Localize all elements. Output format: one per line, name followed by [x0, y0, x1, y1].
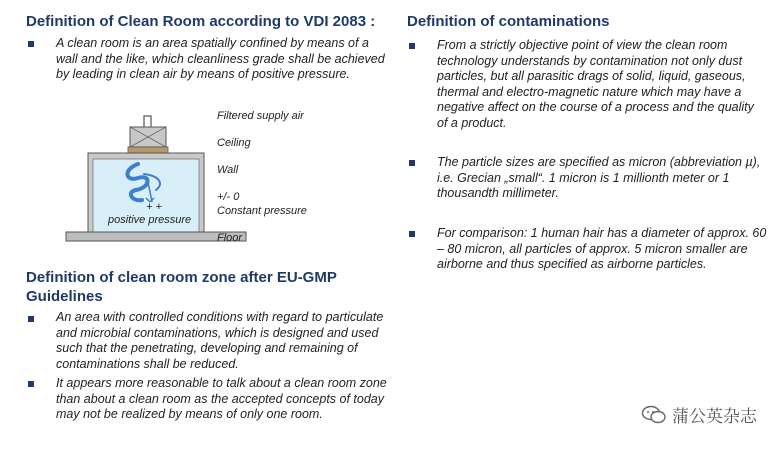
label-pressure-value: +/- 0: [217, 191, 240, 203]
bullet-marker: [28, 316, 34, 322]
watermark-text: 蒲公英杂志: [672, 407, 757, 427]
clean-room-illustration: [60, 110, 320, 250]
human-hair-comparison-text: For comparison: 1 human hair has a diameter of approx. 60 – 80 micron, all particles of approx. 5 micron smaller are airborne and thus specified as airborne particles.: [437, 226, 767, 271]
wechat-watermark: [641, 402, 757, 427]
vdi-definition-text: A clean room is an area spatially confined by means of a wall and the like, which cleanliness grade shall be achieved by leading in clean air by means of positive pressure.: [56, 36, 385, 81]
contamination-definition-text: From a strictly objective point of view the clean room technology understands by contamination not only dust particles, but all parasitic drags of solid, liquid, gaseous, thermal and electro-magnetic nature which may have a negative affect on the course of a process and the quality of a product.: [437, 38, 754, 130]
label-floor: Floor: [217, 232, 243, 244]
label-positive-pressure: positive pressure: [108, 214, 192, 226]
bullet-marker: [409, 231, 415, 237]
heading-vdi-2083: Definition of Clean Room according to VDI 2083 :: [26, 13, 376, 30]
wechat-icon: [641, 405, 667, 425]
label-filtered-supply-air: Filtered supply air: [217, 110, 304, 122]
label-ceiling: Ceiling: [217, 137, 251, 149]
eu-gmp-definition-text: An area with controlled conditions with regard to particulate and microbial contaminations, which is designed and used such that the penetrating, developing and remaining of contaminations shall be reduced.: [56, 310, 384, 371]
label-wall: Wall: [217, 164, 239, 176]
clean-room-diagram: [60, 110, 320, 250]
heading-contaminations: Definition of contaminations: [407, 13, 610, 30]
bullet-marker: [28, 381, 34, 387]
bullet-marker: [409, 43, 415, 49]
bullet-marker: [28, 41, 34, 47]
clean-room-zone-text: It appears more reasonable to talk about a clean room zone than about a clean room as the accepted concepts of today may not be realized by means of only one room.: [56, 376, 387, 421]
label-plus-plus: + +: [146, 201, 162, 213]
particle-size-text: The particle sizes are specified as micron (abbreviation µ), i.e. Grecian „small“. 1 micron is 1 millionth meter or 1 thousandth millimeter.: [437, 155, 761, 200]
heading-eu-gmp: Definition of clean room zone after EU-GMP Guidelines: [26, 269, 337, 305]
label-constant-pressure: Constant pressure: [217, 205, 307, 217]
bullet-marker: [409, 160, 415, 166]
